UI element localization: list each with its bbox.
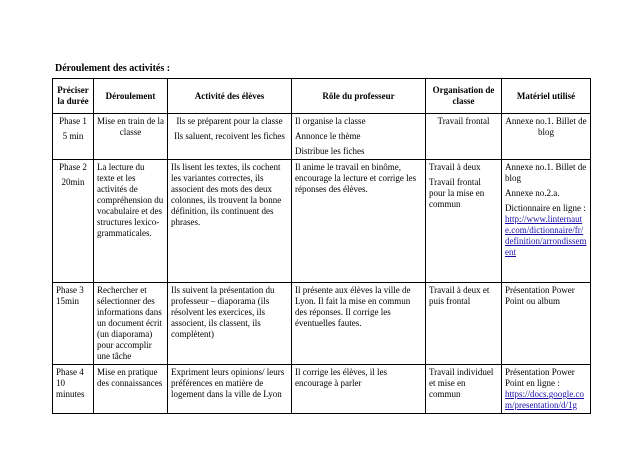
organisation-line: Travail frontal <box>437 116 490 126</box>
activite-cell <box>168 365 292 414</box>
table-row <box>53 114 591 160</box>
role-line: Distribue les fiches <box>295 146 365 156</box>
materiel-cell <box>502 160 591 283</box>
deroulement-cell: Mise en pratique des connaissances <box>94 365 168 414</box>
phase-label: Phase 3 <box>56 285 84 295</box>
duration-cell <box>53 365 94 414</box>
organisation-line: Travail individuel et mise en commun <box>429 367 494 399</box>
activite-cell <box>168 283 292 365</box>
header-activite: Activité des élèves <box>168 79 292 114</box>
phase-duration: 20min <box>61 177 85 187</box>
header-deroulement: Déroulement <box>94 79 168 114</box>
activite-line: Ils lisent les textes, ils cochent les variantes correctes, ils associent des mots des deux colonnes, ils trouvent la bonne définition, ils continuent des phrases. <box>171 162 282 227</box>
organisation-line: Travail à deux et puis frontal <box>429 285 490 306</box>
activite-cell <box>168 160 292 283</box>
header-organisation: Organisation de classe <box>426 79 502 114</box>
presentation-link[interactable]: https://docs.google.com/presentation/d/1g <box>505 389 584 410</box>
role-cell <box>292 160 426 283</box>
materiel-cell <box>502 114 591 160</box>
role-cell <box>292 283 426 365</box>
organisation-cell <box>426 114 502 160</box>
materiel-line: Présentation Power Point en ligne : <box>505 367 575 388</box>
phase-duration: 15min <box>56 296 80 306</box>
phase-label: Phase 2 <box>59 162 87 172</box>
role-line: Il présente aux élèves la ville de Lyon. Il fait la mise en commun des réponses. Il corrige les éventuelles fautes. <box>295 285 411 328</box>
table-row <box>53 283 591 365</box>
deroulement-cell: Mise en train de la classe <box>94 114 168 160</box>
role-cell <box>292 365 426 414</box>
deroulement-cell: La lecture du texte et les activités de compréhension du vocabulaire et des structures lexico-grammaticales. <box>94 160 168 283</box>
activite-line: Ils saluent, recoivent les fiches <box>174 131 285 141</box>
phase-duration: 10 minutes <box>56 378 85 399</box>
materiel-line: Annexe no.1. Billet de blog <box>505 162 587 183</box>
materiel-line: Présentation Power Point ou album <box>505 285 575 306</box>
activite-cell <box>168 114 292 160</box>
materiel-line: Dictionnaire en ligne : <box>505 203 586 213</box>
activite-line: Ils se préparent pour la classe <box>176 116 283 126</box>
header-duree: Préciser la durée <box>53 79 94 114</box>
dictionary-link[interactable]: http://www.linternaute.com/dictionnaire/fr/definition/arrondissement <box>505 214 587 257</box>
organisation-cell <box>426 283 502 365</box>
materiel-line: Annexe no.1. Billet de blog <box>505 116 587 137</box>
header-role: Rôle du professeur <box>292 79 426 114</box>
materiel-cell <box>502 283 591 365</box>
activite-line: Expriment leurs opinions/ leurs préférences en matière de logement dans la ville de Lyon <box>171 367 285 399</box>
role-line: Il corrige les élèves, il les encourage à parler <box>295 367 387 388</box>
table-row <box>53 365 591 414</box>
role-cell <box>292 114 426 160</box>
materiel-cell <box>502 365 591 414</box>
table-row <box>53 160 591 283</box>
activite-line: Ils suivent la présentation du professeur – diaporama (ils résolvent les exercices, ils associent, ils classent, ils complètent) <box>171 285 275 339</box>
organisation-line: Travail à deux <box>429 162 481 172</box>
materiel-line: Annexe no.2.a. <box>505 188 560 198</box>
organisation-line: Travail frontal pour la mise en commun <box>429 177 485 209</box>
table-header-row <box>53 79 591 114</box>
header-materiel: Matériel utilisé <box>502 79 591 114</box>
deroulement-cell: Rechercher et sélectionner des informations dans un document écrit (un diaporama) pour accomplir une tâche <box>94 283 168 365</box>
section-heading: Déroulement des activités : <box>55 63 171 74</box>
phase-duration: 5 min <box>62 131 84 141</box>
duration-cell <box>53 160 94 283</box>
organisation-cell <box>426 160 502 283</box>
activities-table <box>52 78 591 414</box>
phase-label: Phase 1 <box>59 116 87 126</box>
role-line: Il organise la classe <box>295 116 366 126</box>
phase-label: Phase 4 <box>56 367 84 377</box>
role-line: Il anime le travail en binôme, encourage la lecture et corrige les réponses des élèves. <box>295 162 417 194</box>
organisation-cell <box>426 365 502 414</box>
duration-cell <box>53 283 94 365</box>
role-line: Annonce le thème <box>295 131 361 141</box>
duration-cell <box>53 114 94 160</box>
